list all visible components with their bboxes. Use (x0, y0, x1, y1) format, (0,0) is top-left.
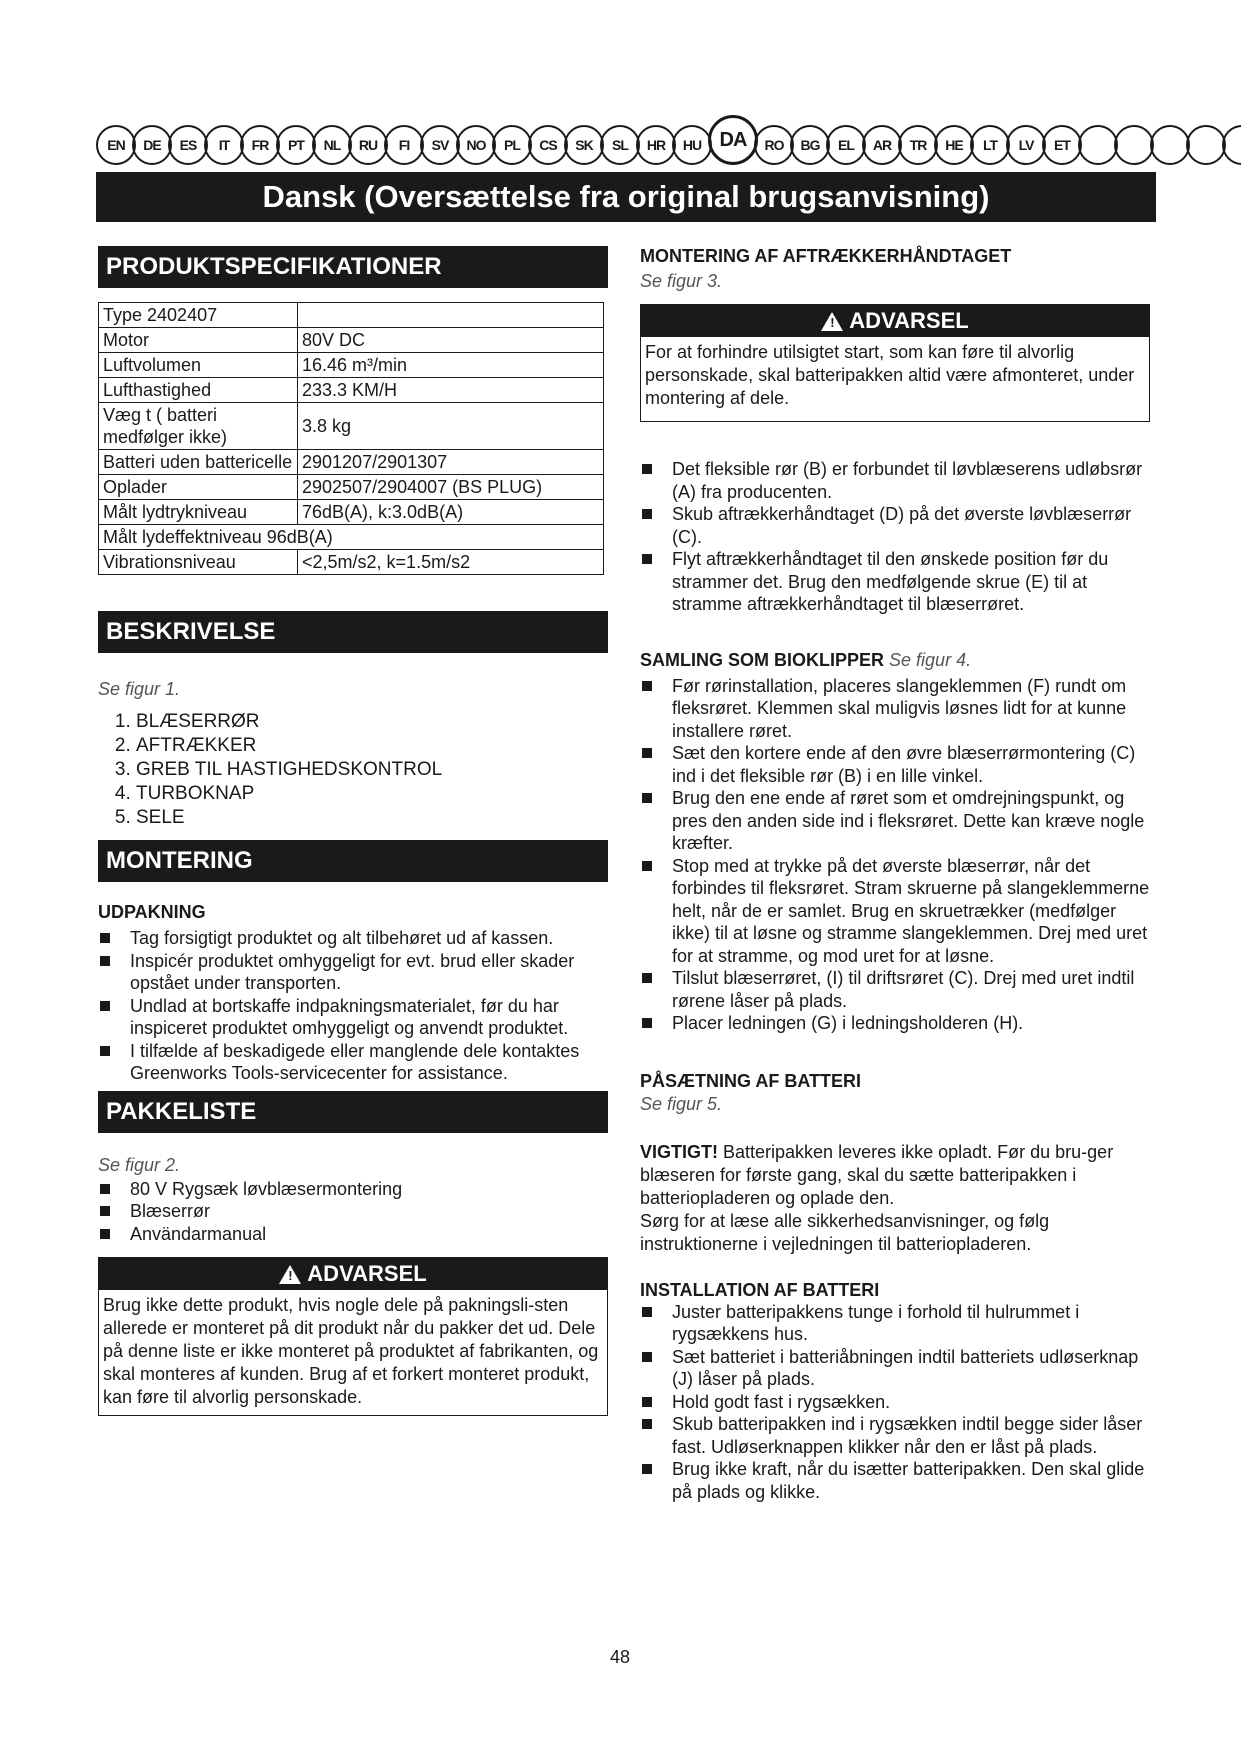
spec-value (298, 303, 604, 328)
lang-tab-el: EL (826, 125, 866, 165)
list-item: 5. SELE (136, 806, 608, 830)
list-item: Placer ledningen (G) i ledningsholderen (H). (640, 1012, 1150, 1035)
packing-warning-header (99, 1258, 607, 1290)
spec-value: 2901207/2901307 (298, 450, 604, 475)
lang-tab-it: IT (204, 125, 244, 165)
left-column (98, 246, 608, 1416)
spec-row (99, 353, 604, 378)
lang-tab-cs: CS (528, 125, 568, 165)
lang-tab-sv: SV (420, 125, 460, 165)
spec-row (99, 328, 604, 353)
lang-tab-no: NO (456, 125, 496, 165)
lang-tab-sk: SK (564, 125, 604, 165)
spec-table (98, 302, 604, 575)
right-column (640, 246, 1150, 1503)
figure-ref-2: Se figur 2. (98, 1154, 181, 1175)
spec-key: Type 2402407 (99, 303, 298, 328)
figure-ref-3: Se figur 3. (640, 271, 723, 291)
list-item: Skub aftrækkerhåndtaget (D) på det øverste løvblæserrør (C). (640, 503, 1150, 548)
spec-key: Lufthastighed (99, 378, 298, 403)
figure-ref-5: Se figur 5. (640, 1093, 723, 1114)
spec-row (99, 403, 604, 450)
lang-tab-empty (1222, 125, 1241, 165)
list-item: Det fleksible rør (B) er forbundet til løvblæserens udløbsrør (A) fra producenten. (640, 458, 1150, 503)
list-item: Tag forsigtigt produktet og alt tilbehøret ud af kassen. (98, 927, 608, 950)
lang-tab-tr: TR (898, 125, 938, 165)
spec-row (99, 303, 604, 328)
lang-tab-he: HE (934, 125, 974, 165)
list-item: Før rørinstallation, placeres slangeklemmen (F) rundt om fleksrøret. Klemmen skal muligvis løsnes lidt for at kunne installere røret. (640, 675, 1150, 743)
battery-install-list (640, 1301, 1150, 1504)
important-text: Batteripakken leveres ikke opladt. Før du bru-ger blæseren for første gang, skal du sætte batteripakken i batteriopladeren og oplade den. (640, 1141, 1114, 1208)
lang-tab-et: ET (1042, 125, 1082, 165)
trigger-warning-title: ADVARSEL (849, 308, 969, 333)
important-label: VIGTIGT! (640, 1141, 718, 1162)
spec-value: 16.46 m³/min (298, 353, 604, 378)
list-item: Sæt den kortere ende af den øvre blæserrørmontering (C) ind i det fleksible rør (B) i en lille vinkel. (640, 742, 1150, 787)
description-list (98, 710, 608, 830)
list-item: Hold godt fast i rygsækken. (640, 1391, 1150, 1414)
spec-key: Vibrationsniveau (99, 550, 298, 575)
trigger-mount-heading: MONTERING AF AFTRÆKKERHÅNDTAGET (640, 246, 1012, 266)
figure-ref-4: Se figur 4. (889, 649, 972, 670)
spec-value: 76dB(A), k:3.0dB(A) (298, 500, 604, 525)
spec-value: 233.3 KM/H (298, 378, 604, 403)
lang-tab-hu: HU (672, 125, 712, 165)
list-item: Flyt aftrækkerhåndtaget til den ønskede position før du strammer det. Brug den medfølgende skrue (E) til at stramme aftrækkerhåndtaget til blæserrøret. (640, 548, 1150, 616)
trigger-warning-box (640, 304, 1150, 422)
trigger-warning-text: For at forhindre utilsigtet start, som kan føre til alvorlig personskade, skal batteripakken altid være afmonteret, under montering af dele. (645, 342, 1135, 408)
lang-tab-lv: LV (1006, 125, 1046, 165)
lang-tab-de: DE (132, 125, 172, 165)
lang-tab-ru: RU (348, 125, 388, 165)
spec-heading: PRODUKTSPECIFIKATIONER (98, 246, 608, 288)
list-item: Sæt batteriet i batteriåbningen indtil batteriets udløserknap (J) låser på plads. (640, 1346, 1150, 1391)
bioklipper-heading (640, 650, 1150, 671)
montering-heading: MONTERING (98, 840, 608, 882)
spec-row (99, 500, 604, 525)
list-item: Inspicér produktet omhyggeligt for evt. brud eller skader opstået under transporten. (98, 950, 608, 995)
list-item: Brug den ene ende af røret som et omdrejningspunkt, og pres den anden side ind i fleksrøret. Dette kan kræve nogle kræfter. (640, 787, 1150, 855)
lang-tab-bg: BG (790, 125, 830, 165)
list-item: Brug ikke kraft, når du isætter batteripakken. Den skal glide på plads og klikke. (640, 1458, 1150, 1503)
spec-key: Batteri uden battericelle (99, 450, 298, 475)
lang-tab-sl: SL (600, 125, 640, 165)
pakkeliste-heading: PAKKELISTE (98, 1091, 608, 1133)
lang-tab-ar: AR (862, 125, 902, 165)
list-item: 2. AFTRÆKKER (136, 734, 608, 758)
important-note (640, 1141, 1150, 1210)
list-item: Blæserrør (98, 1200, 608, 1223)
list-item: 1. BLÆSERRØR (136, 710, 608, 734)
lang-tab-pt: PT (276, 125, 316, 165)
spec-row (99, 450, 604, 475)
spec-key: Væg t ( batteri medfølger ikke) (99, 403, 298, 450)
spec-row (99, 525, 604, 550)
packing-warning-text: Brug ikke dette produkt, hvis nogle dele på pakningsli-sten allerede er monteret på dit produkt når du pakker det ud. Dele på denne liste er ikke monteret på produktet af fabrikanten, og skal monteres af kunden. Brug af et forkert monteret produkt, kan føre til alvorlig personskade. (103, 1295, 599, 1407)
list-item: I tilfælde af beskadigede eller manglende dele kontaktes Greenworks Tools-servicecenter for assistance. (98, 1040, 608, 1085)
list-item: Användarmanual (98, 1223, 608, 1246)
figure-ref-1: Se figur 1. (98, 679, 181, 699)
lang-tab-active: DA (708, 115, 758, 165)
spec-row (99, 475, 604, 500)
lang-tab-nl: NL (312, 125, 352, 165)
list-item: 3. GREB TIL HASTIGHEDSKONTROL (136, 758, 608, 782)
spec-row (99, 550, 604, 575)
spec-value: 2902507/2904007 (BS PLUG) (298, 475, 604, 500)
bioklipper-title: SAMLING SOM BIOKLIPPER (640, 649, 885, 670)
list-item: Juster batteripakkens tunge i forhold til hulrummet i rygsækkens hus. (640, 1301, 1150, 1346)
list-item: 80 V Rygsæk løvblæsermontering (98, 1178, 608, 1201)
udpakning-heading: UDPAKNING (98, 902, 206, 922)
packing-list (98, 1178, 608, 1246)
spec-key: Motor (99, 328, 298, 353)
list-item: Stop med at trykke på det øverste blæserrør, når det forbindes til fleksrøret. Stram skruerne på slangeklemmerne helt, når de er samlet. Brug en skruetrækker (medfølger ikke) til at løsne og stramme slangeklemmen. Drej med uret for at stramme, og mod uret for at løsne. (640, 855, 1150, 968)
lang-tab-empty (1114, 125, 1154, 165)
list-item: Skub batteripakken ind i rygsækken indtil begge sider låser fast. Udløserknappen klikker når den er låst på plads. (640, 1413, 1150, 1458)
safety-note: Sørg for at læse alle sikkerhedsanvisninger, og følg instruktionerne i vejledningen til batteriopladeren. (640, 1210, 1050, 1254)
unpacking-list (98, 927, 608, 1085)
list-item: Undlad at bortskaffe indpakningsmaterialet, før du har inspiceret produktet omhyggeligt og anvendt produktet. (98, 995, 608, 1040)
warning-triangle-icon: ! (821, 312, 843, 331)
language-tabs (96, 124, 1241, 166)
warning-triangle-icon: ! (279, 1265, 301, 1284)
trigger-steps-list (640, 458, 1150, 616)
lang-tab-ro: RO (754, 125, 794, 165)
lang-tab-empty (1186, 125, 1226, 165)
page-number: 48 (609, 1647, 631, 1667)
spec-value: 80V DC (298, 328, 604, 353)
lang-tab-pl: PL (492, 125, 532, 165)
lang-tab-lt: LT (970, 125, 1010, 165)
beskrivelse-heading: BESKRIVELSE (98, 611, 608, 653)
packing-warning-title: ADVARSEL (307, 1261, 427, 1286)
lang-tab-es: ES (168, 125, 208, 165)
spec-value: <2,5m/s2, k=1.5m/s2 (298, 550, 604, 575)
list-item: 4. TURBOKNAP (136, 782, 608, 806)
spec-key: Oplader (99, 475, 298, 500)
vacuum-steps-list (640, 675, 1150, 1035)
spec-span-cell: Målt lydeffektniveau 96dB(A) (99, 525, 604, 550)
lang-tab-empty (1150, 125, 1190, 165)
page-title: Dansk (Oversættelse fra original brugsanvisning) (96, 172, 1156, 222)
trigger-warning-header (641, 305, 1149, 337)
battery-attach-heading: PÅSÆTNING AF BATTERI (640, 1070, 861, 1091)
battery-install-heading: INSTALLATION AF BATTERI (640, 1279, 880, 1300)
spec-value: 3.8 kg (298, 403, 604, 450)
lang-tab-fi: FI (384, 125, 424, 165)
language-strip (96, 124, 1156, 166)
lang-tab-fr: FR (240, 125, 280, 165)
spec-row (99, 378, 604, 403)
lang-tab-hr: HR (636, 125, 676, 165)
spec-key: Luftvolumen (99, 353, 298, 378)
lang-tab-empty (1078, 125, 1118, 165)
packing-warning-box (98, 1257, 608, 1416)
lang-tab-en: EN (96, 125, 136, 165)
spec-key: Målt lydtrykniveau (99, 500, 298, 525)
list-item: Tilslut blæserrøret, (I) til driftsrøret (C). Drej med uret indtil rørene låser på plads. (640, 967, 1150, 1012)
